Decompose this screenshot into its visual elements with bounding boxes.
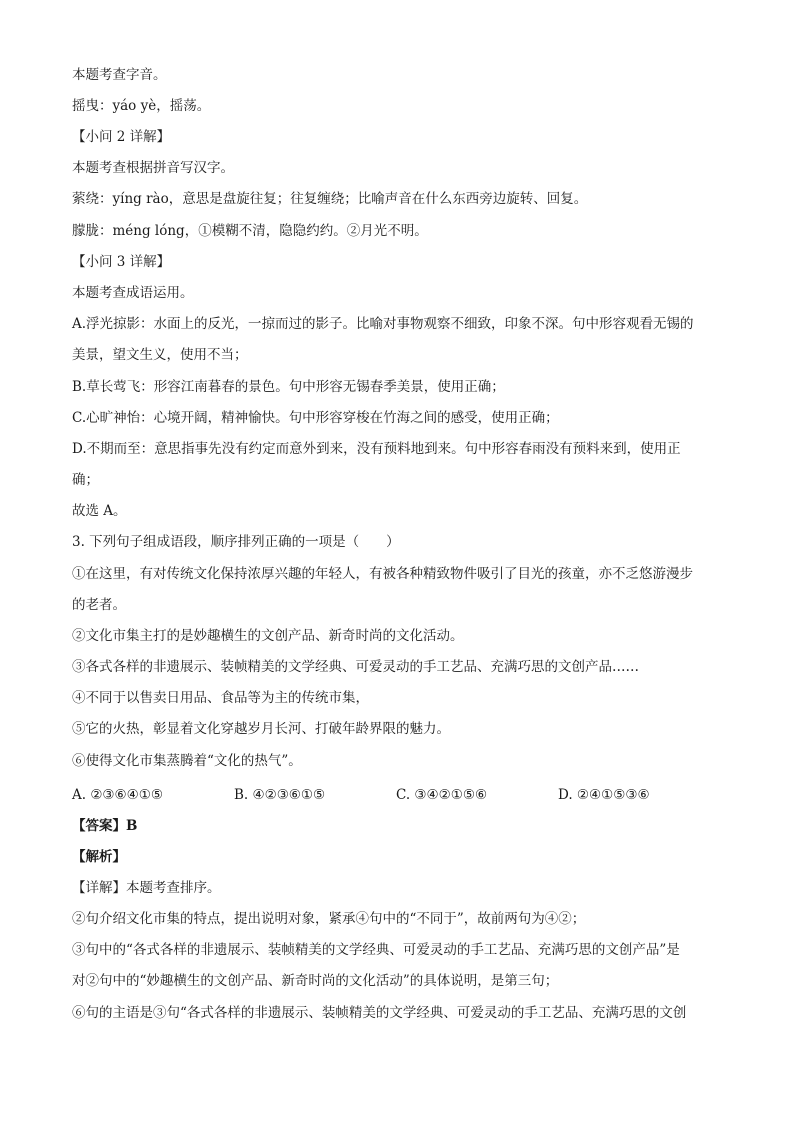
option-d: D. ②④①⑤③⑥ — [558, 787, 650, 803]
text-line: D.不期而至：意思指事先没有约定而意外到来，没有预料地到来。句中形容春雨没有预料来到，使用正 — [72, 441, 681, 457]
option-b: B. ④②③⑥①⑤ — [234, 787, 326, 803]
text-line: 本题考查成语运用。 — [72, 285, 194, 301]
text-line: ④不同于以售卖日用品、食品等为主的传统市集， — [72, 690, 369, 706]
text-line: 的老者。 — [72, 597, 126, 613]
text-line: 本题考查根据拼音写汉字。 — [72, 160, 234, 176]
detail-line: ②句介绍文化市集的特点，提出说明对象，紧承④句中的“不同于”，故前两句为④②； — [72, 911, 586, 927]
option-a: A. ②③⑥④①⑤ — [72, 787, 163, 803]
text-line: ②文化市集主打的是妙趣横生的文创产品、新奇时尚的文化活动。 — [72, 628, 464, 644]
detail-line: ③句中的“各式各样的非遗展示、装帧精美的文学经典、可爱灵动的手工艺品、充满巧思的文创产品”是 — [72, 942, 680, 958]
text-line: C.心旷神怡：心境开阔，精神愉快。句中形容穿梭在竹海之间的感受，使用正确； — [72, 410, 559, 426]
detail-line: 【详解】本题考查排序。 — [72, 880, 221, 896]
detail-line: 对②句中的“妙趣横生的文创产品、新奇时尚的文化活动”的具体说明，是第三句； — [72, 973, 559, 989]
section-heading: 【小问 3 详解】 — [72, 254, 171, 270]
text-line: 萦绕：yíng rào，意思是盘旋往复；往复缠绕；比喻声音在什么东西旁边旋转、回复。 — [72, 191, 588, 207]
answer-options — [72, 786, 722, 804]
text-line: ⑥使得文化市集蒸腾着“文化的热气”。 — [72, 753, 302, 769]
text-line: ③各式各样的非遗展示、装帧精美的文学经典、可爱灵动的手工艺品、充满巧思的文创产品…… — [72, 659, 639, 675]
text-line: 摇曳：yáo yè，摇荡。 — [72, 98, 211, 114]
option-c: C. ③④②①⑤⑥ — [396, 787, 488, 803]
text-line: B.草长莺飞：形容江南暮春的景色。句中形容无锡春季美景，使用正确； — [72, 379, 505, 395]
text-line: 本题考查字音。 — [72, 67, 167, 83]
text-line: ①在这里，有对传统文化保持浓厚兴趣的年轻人，有被各种精致物件吸引了目光的孩童，亦不乏悠游漫步 — [72, 566, 693, 582]
text-line: 朦胧：méng lóng，①模糊不清，隐隐约约。②月光不明。 — [72, 223, 428, 239]
text-line: ⑤它的火热，彰显着文化穿越岁月长河、打破年龄界限的魅力。 — [72, 721, 450, 737]
text-line: 美景，望文生义，使用不当； — [72, 347, 248, 363]
text-line: 确； — [72, 472, 99, 488]
analysis-label: 【解析】 — [72, 849, 126, 865]
text-line: 故选 A。 — [72, 503, 127, 519]
detail-line: ⑥句的主语是③句“各式各样的非遗展示、装帧精美的文学经典、可爱灵动的手工艺品、充满巧思的文创 — [72, 1005, 687, 1021]
section-heading: 【小问 2 详解】 — [72, 129, 171, 145]
question-stem: 3. 下列句子组成语段，顺序排列正确的一项是（ ） — [72, 534, 400, 550]
text-line: A.浮光掠影：水面上的反光，一掠而过的影子。比喻对事物观察不细致，印象不深。句中形容观看无锡的 — [72, 316, 694, 332]
answer-label: 【答案】B — [72, 818, 138, 834]
